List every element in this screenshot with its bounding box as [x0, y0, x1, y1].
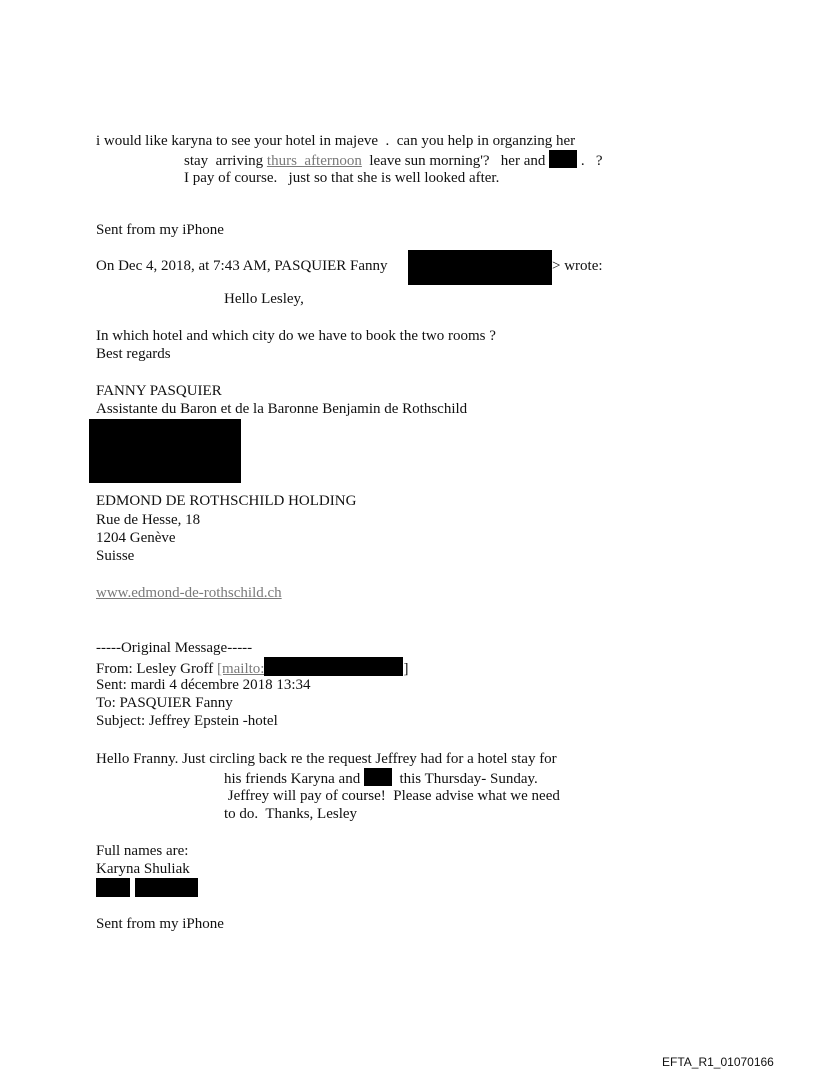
redaction-box	[364, 768, 392, 786]
mailto-link[interactable]: [mailto:	[216, 661, 265, 677]
redaction-box	[549, 150, 577, 168]
full-name-1: Karyna Shuliak	[96, 861, 190, 877]
question-text: In which hotel and which city do we have to book the two rooms ?	[96, 328, 496, 344]
full-names-label: Full names are:	[96, 843, 189, 859]
date-link[interactable]: thurs afternoon	[266, 153, 362, 169]
message-line-2	[184, 150, 603, 170]
signature-title: Assistante du Baron et de la Baronne Benjamin de Rothschild	[96, 401, 468, 417]
message-line-1: i would like karyna to see your hotel in majeve . can you help in organzing her	[96, 133, 576, 149]
original-from	[96, 657, 408, 678]
body-text: his friends Karyna and	[224, 771, 364, 787]
redaction-box	[96, 878, 130, 897]
body-line-1: Hello Franny. Just circling back re the request Jeffrey had for a hotel stay for	[96, 751, 557, 767]
greeting: Hello Lesley,	[224, 291, 304, 307]
reply-header-suffix: > wrote:	[552, 258, 603, 274]
original-sent: Sent: mardi 4 décembre 2018 13:34	[96, 677, 311, 693]
reply-header-prefix: On Dec 4, 2018, at 7:43 AM, PASQUIER Fanny	[96, 258, 388, 274]
from-label: From: Lesley Groff	[96, 661, 217, 677]
body-line-4: to do. Thanks, Lesley	[224, 806, 358, 822]
message-line-3: I pay of course. just so that she is well looked after.	[184, 170, 500, 186]
original-message-separator: -----Original Message-----	[96, 640, 253, 656]
message-text: . ?	[577, 153, 603, 169]
body-text: this Thursday- Sunday.	[391, 771, 538, 787]
document-id: EFTA_R1_01070166	[662, 1055, 774, 1069]
from-bracket: ]	[403, 661, 409, 677]
original-to: To: PASQUIER Fanny	[96, 695, 233, 711]
signature-street: Rue de Hesse, 18	[96, 512, 201, 528]
body-line-2	[224, 768, 538, 788]
redaction-box	[135, 878, 198, 897]
regards-text: Best regards	[96, 346, 171, 362]
website-link[interactable]: www.edmond-de-rothschild.ch	[96, 585, 282, 601]
sent-from-iphone: Sent from my iPhone	[96, 916, 224, 932]
original-subject: Subject: Jeffrey Epstein -hotel	[96, 713, 278, 729]
message-text: leave sun morning'? her and	[361, 153, 550, 169]
redaction-box	[264, 657, 403, 676]
body-line-3: Jeffrey will pay of course! Please advise what we need	[224, 788, 560, 804]
signature-country: Suisse	[96, 548, 135, 564]
redaction-box	[408, 250, 552, 285]
signature-city: 1204 Genève	[96, 530, 176, 546]
redaction-box	[89, 419, 241, 483]
signature-company: EDMOND DE ROTHSCHILD HOLDING	[96, 493, 357, 509]
message-text: stay arriving	[184, 153, 267, 169]
signature-name: FANNY PASQUIER	[96, 383, 222, 399]
sent-from-iphone: Sent from my iPhone	[96, 222, 224, 238]
